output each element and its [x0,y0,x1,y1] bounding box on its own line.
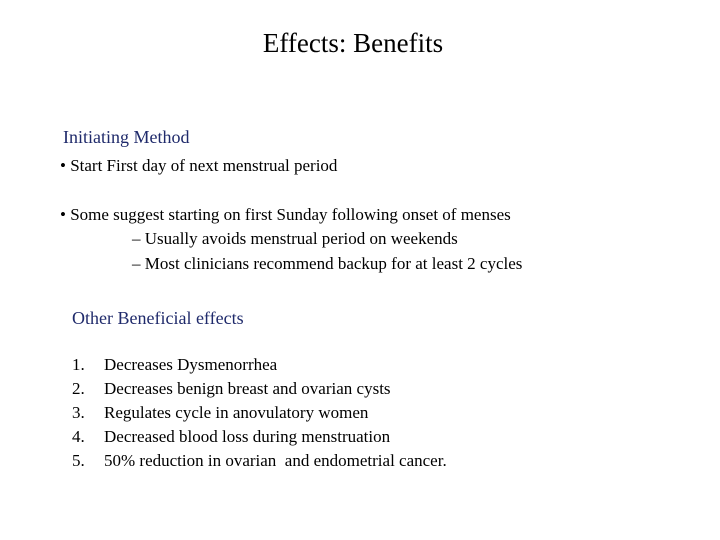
list-item-text: Decreases benign breast and ovarian cysts [104,379,391,398]
list-item-number: 4. [72,427,85,446]
sub-item-weekends: – Usually avoids menstrual period on weekends [132,229,458,248]
list-item [72,449,447,473]
list-item-text: Decreases Dysmenorrhea [104,355,278,374]
bullet-sunday-start: • Some suggest starting on first Sunday following onset of menses [60,205,511,224]
bullet-start-first-day: • Start First day of next menstrual period [60,156,338,175]
initiating-method-heading: Initiating Method [63,127,190,147]
list-item-number: 3. [72,403,85,422]
list-item [72,401,447,425]
list-item-number: 2. [72,379,85,398]
slide-title: Effects: Benefits [262,28,444,58]
list-item-number: 1. [72,355,85,374]
other-beneficial-effects-heading: Other Beneficial effects [72,308,244,328]
list-item-number: 5. [72,451,85,470]
sub-item-backup: – Most clinicians recommend backup for at least 2 cycles [132,254,523,273]
list-item [72,425,447,449]
list-item [72,377,447,401]
beneficial-effects-list [72,353,447,473]
list-item-text: Decreased blood loss during menstruation [104,427,391,446]
list-item-text: 50% reduction in ovarian and endometrial cancer. [104,451,447,470]
list-item [72,353,447,377]
list-item-text: Regulates cycle in anovulatory women [104,403,369,422]
